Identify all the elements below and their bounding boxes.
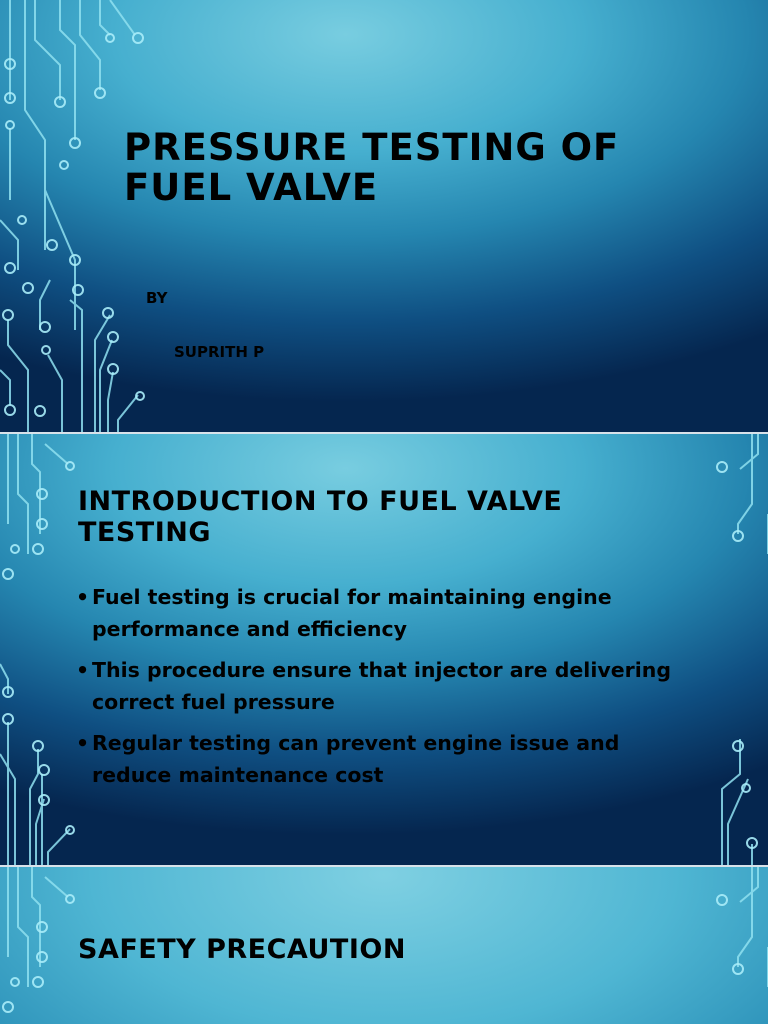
slide-safety[interactable]: [0, 867, 768, 1024]
list-item-text: This procedure ensure that injector are delivering correct fuel pressure: [92, 658, 672, 714]
list-item: [76, 581, 696, 645]
list-item-text: Fuel testing is crucial for maintaining engine performance and efficiency: [92, 585, 612, 641]
circuit-decoration-icon: [0, 434, 80, 865]
circuit-decoration-icon: [700, 434, 768, 865]
slide-introduction[interactable]: [0, 434, 768, 865]
by-label: BY: [146, 289, 168, 307]
list-item: [76, 654, 696, 718]
slide-title[interactable]: [0, 0, 768, 432]
slide-heading: INTRODUCTION TO FUEL VALVE TESTING: [78, 486, 563, 548]
bullet-list: [76, 581, 696, 800]
circuit-decoration-icon: [0, 867, 80, 1024]
author-name: SUPRITH P: [174, 343, 265, 361]
circuit-decoration-icon: [700, 867, 768, 1024]
bullet-marker: •: [76, 585, 90, 609]
list-item: [76, 727, 696, 791]
list-item-text: Regular testing can prevent engine issue and reduce maintenance cost: [92, 731, 620, 787]
slide-heading: SAFETY PRECAUTION: [78, 934, 406, 965]
bullet-marker: •: [76, 731, 90, 755]
bullet-marker: •: [76, 658, 90, 682]
slide-title-text: PRESSURE TESTING OF FUEL VALVE: [124, 126, 620, 209]
circuit-decoration-icon: [0, 0, 160, 432]
